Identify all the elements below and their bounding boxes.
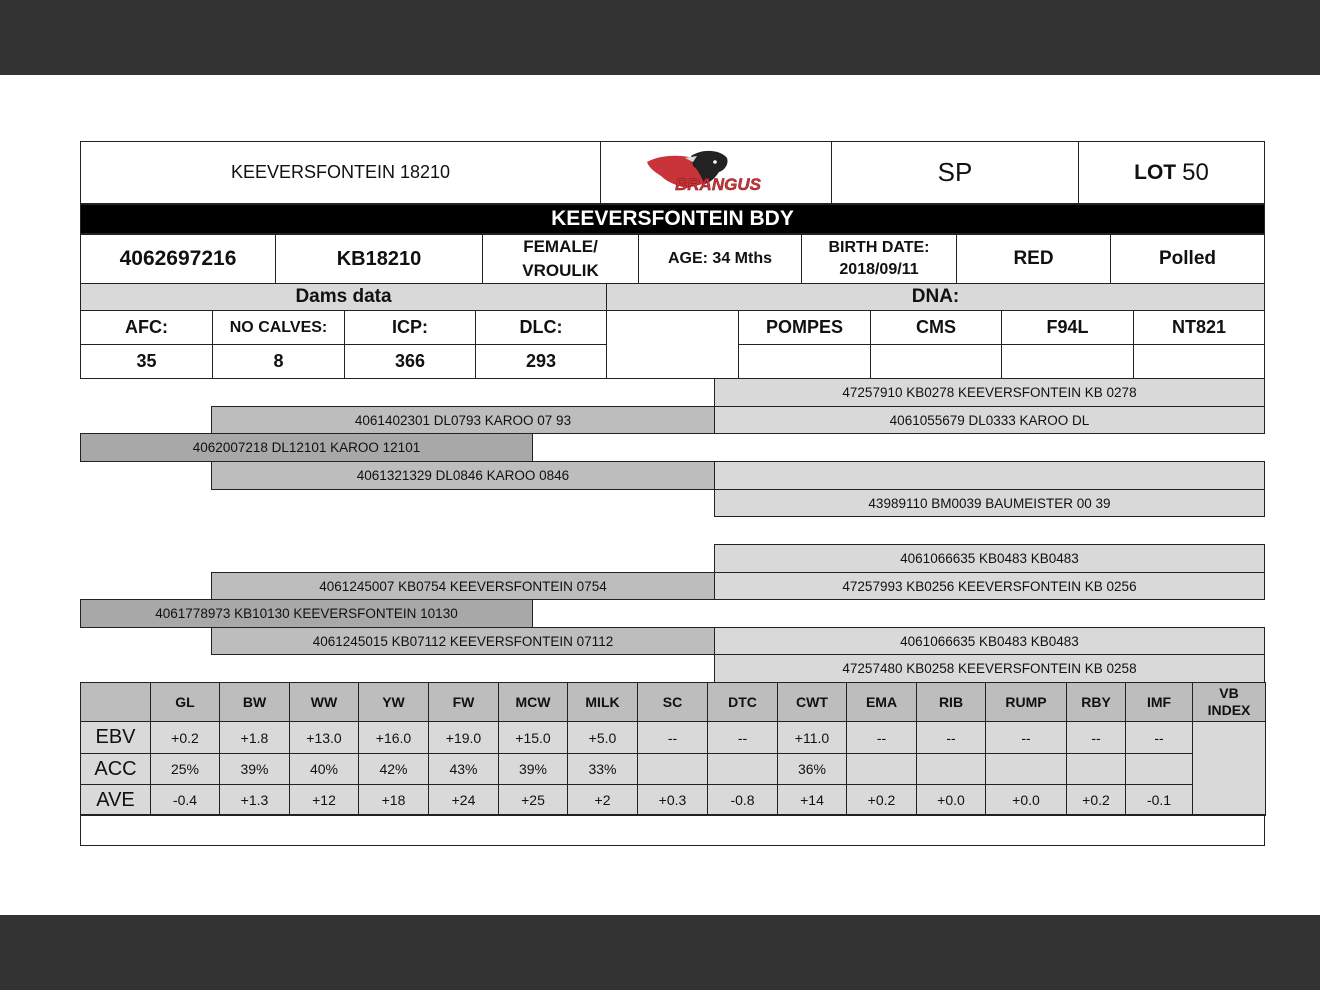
ebv-vb-index-value — [1192, 721, 1266, 816]
ebv-value-acc-ww: 40% — [289, 753, 359, 785]
animal-title: KEEVERSFONTEIN 18210 — [230, 162, 451, 182]
ebv-value-acc-fw: 43% — [428, 753, 499, 785]
pedigree-dam-sire: 4061245007 KB0754 KEEVERSFONTEIN 0754 — [211, 572, 715, 600]
ebv-value-ave-ema: +0.2 — [846, 784, 917, 816]
tag-number: KB18210 — [275, 234, 483, 284]
ebv-value-ave-imf: -0.1 — [1125, 784, 1193, 816]
ebv-value-ave-yw: +18 — [358, 784, 429, 816]
ebv-value-ave-mcw: +25 — [498, 784, 568, 816]
ebv-header-fw: FW — [428, 682, 499, 722]
vb-index-line2: INDEX — [1207, 702, 1251, 718]
icp-label: ICP: — [344, 310, 476, 345]
ebv-header-vb-index — [1192, 682, 1266, 722]
pedigree-sire-sire-sire: 47257910 KB0278 KEEVERSFONTEIN KB 0278 — [714, 378, 1265, 407]
ebv-header-rump: RUMP — [985, 682, 1067, 722]
dna-title: DNA: — [606, 283, 1265, 311]
dna-cms-label: CMS — [870, 310, 1002, 345]
ebv-header-dtc: DTC — [707, 682, 778, 722]
sex-cell — [482, 234, 639, 284]
ebv-value-ebv-rump: -- — [985, 721, 1067, 754]
ebv-header-gl: GL — [150, 682, 220, 722]
ebv-value-ave-rump: +0.0 — [985, 784, 1067, 816]
ebv-header-imf: IMF — [1125, 682, 1193, 722]
pedigree-dam: 4061778973 KB10130 KEEVERSFONTEIN 10130 — [80, 599, 533, 628]
pedigree-sire-sire-dam: 4061055679 DL0333 KAROO DL — [714, 406, 1265, 434]
registration-number: 4062697216 — [80, 234, 276, 284]
ebv-value-acc-cwt: 36% — [777, 753, 847, 785]
dna-nt821-label: NT821 — [1133, 310, 1265, 345]
lot-label: LOT — [1134, 160, 1177, 184]
bull-head-icon — [641, 148, 791, 198]
dna-pompes-value — [738, 344, 871, 379]
pedigree-dam-dam: 4061245015 KB07112 KEEVERSFONTEIN 07112 — [211, 627, 715, 655]
ebv-value-ebv-ema: -- — [846, 721, 917, 754]
colour-cell: RED — [956, 234, 1111, 284]
animal-title-cell — [80, 141, 601, 204]
lot-cell — [1078, 141, 1265, 204]
afc-label: AFC: — [80, 310, 213, 345]
footer-note-cell — [80, 814, 1265, 846]
ebv-header-yw: YW — [358, 682, 429, 722]
ebv-value-ave-gl: -0.4 — [150, 784, 220, 816]
ebv-value-ebv-dtc: -- — [707, 721, 778, 754]
no-calves-value: 8 — [212, 344, 345, 379]
ebv-row-label-ebv: EBV — [80, 721, 151, 754]
ebv-header-milk: MILK — [567, 682, 638, 722]
breed-code: SP — [937, 157, 973, 187]
pedigree-sire-dam-dam: 43989110 BM0039 BAUMEISTER 00 39 — [714, 489, 1265, 517]
animal-name-banner — [80, 204, 1265, 234]
afc-value: 35 — [80, 344, 213, 379]
dlc-label: DLC: — [475, 310, 607, 345]
ebv-row-label-ave: AVE — [80, 784, 151, 816]
ebv-value-ave-bw: +1.3 — [219, 784, 290, 816]
ebv-value-ebv-sc: -- — [637, 721, 708, 754]
dna-pompes-label: POMPES — [738, 310, 871, 345]
birth-date-cell — [801, 234, 957, 284]
ebv-header-corner — [80, 682, 151, 722]
ebv-value-ave-milk: +2 — [567, 784, 638, 816]
ebv-row-label-acc: ACC — [80, 753, 151, 785]
ebv-value-ebv-rby: -- — [1066, 721, 1126, 754]
pedigree-dam-sire-sire: 4061066635 KB0483 KB0483 — [714, 544, 1265, 573]
ebv-value-acc-rump — [985, 753, 1067, 785]
birth-date: 2018/09/11 — [839, 261, 919, 278]
ebv-value-acc-rib — [916, 753, 986, 785]
ebv-value-ave-cwt: +14 — [777, 784, 847, 816]
ebv-value-acc-rby — [1066, 753, 1126, 785]
pedigree-sire: 4062007218 DL12101 KAROO 12101 — [80, 433, 533, 462]
animal-name: KEEVERSFONTEIN BDY — [551, 207, 794, 230]
ebv-value-ave-dtc: -0.8 — [707, 784, 778, 816]
ebv-value-acc-ema — [846, 753, 917, 785]
ebv-value-acc-bw: 39% — [219, 753, 290, 785]
ebv-value-ave-ww: +12 — [289, 784, 359, 816]
ebv-header-rib: RIB — [916, 682, 986, 722]
dna-blank-cell — [606, 310, 739, 379]
ebv-header-rby: RBY — [1066, 682, 1126, 722]
logo-text: BRANGUS — [675, 174, 761, 194]
ebv-value-ebv-milk: +5.0 — [567, 721, 638, 754]
no-calves-label: NO CALVES: — [212, 310, 345, 345]
ebv-header-sc: SC — [637, 682, 708, 722]
ebv-value-ebv-mcw: +15.0 — [498, 721, 568, 754]
ebv-value-ebv-imf: -- — [1125, 721, 1193, 754]
ebv-header-mcw: MCW — [498, 682, 568, 722]
brangus-logo — [600, 141, 832, 204]
ebv-header-ema: EMA — [846, 682, 917, 722]
lot-sheet-page — [0, 75, 1320, 915]
sex-line2: VROULIK — [522, 261, 599, 280]
dna-cms-value — [870, 344, 1002, 379]
ebv-value-ave-rib: +0.0 — [916, 784, 986, 816]
lot-number: 50 — [1182, 158, 1209, 186]
horn-status-cell: Polled — [1110, 234, 1265, 284]
ebv-value-acc-imf — [1125, 753, 1193, 785]
ebv-value-acc-mcw: 39% — [498, 753, 568, 785]
ebv-value-ebv-gl: +0.2 — [150, 721, 220, 754]
sex-line1: FEMALE/ — [523, 237, 598, 256]
ebv-header-cwt: CWT — [777, 682, 847, 722]
icp-value: 366 — [344, 344, 476, 379]
ebv-value-ebv-yw: +16.0 — [358, 721, 429, 754]
pedigree-sire-dam: 4061321329 DL0846 KAROO 0846 — [211, 461, 715, 490]
ebv-value-ebv-cwt: +11.0 — [777, 721, 847, 754]
ebv-value-ebv-fw: +19.0 — [428, 721, 499, 754]
ebv-value-acc-gl: 25% — [150, 753, 220, 785]
dna-f94l-value — [1001, 344, 1134, 379]
pedigree-sire-sire: 4061402301 DL0793 KAROO 07 93 — [211, 406, 715, 434]
ebv-value-acc-sc — [637, 753, 708, 785]
ebv-value-ebv-bw: +1.8 — [219, 721, 290, 754]
dlc-value: 293 — [475, 344, 607, 379]
breed-code-cell — [831, 141, 1079, 204]
ebv-value-ebv-rib: -- — [916, 721, 986, 754]
ebv-value-acc-milk: 33% — [567, 753, 638, 785]
ebv-value-acc-yw: 42% — [358, 753, 429, 785]
pedigree-dam-sire-dam: 47257993 KB0256 KEEVERSFONTEIN KB 0256 — [714, 572, 1265, 600]
pedigree-dam-dam-dam: 47257480 KB0258 KEEVERSFONTEIN KB 0258 — [714, 654, 1265, 683]
vb-index-line1: VB — [1219, 685, 1239, 701]
birth-date-label: BIRTH DATE: — [828, 239, 930, 256]
dams-data-title: Dams data — [80, 283, 607, 311]
ebv-header-bw: BW — [219, 682, 290, 722]
dna-nt821-value — [1133, 344, 1265, 379]
dna-f94l-label: F94L — [1001, 310, 1134, 345]
ebv-header-ww: WW — [289, 682, 359, 722]
ebv-value-ave-rby: +0.2 — [1066, 784, 1126, 816]
pedigree-dam-dam-sire: 4061066635 KB0483 KB0483 — [714, 627, 1265, 655]
ebv-value-ebv-ww: +13.0 — [289, 721, 359, 754]
pedigree-sire-dam-sire — [714, 461, 1265, 490]
ebv-value-ave-sc: +0.3 — [637, 784, 708, 816]
age-cell: AGE: 34 Mths — [638, 234, 802, 284]
ebv-value-acc-dtc — [707, 753, 778, 785]
ebv-value-ave-fw: +24 — [428, 784, 499, 816]
